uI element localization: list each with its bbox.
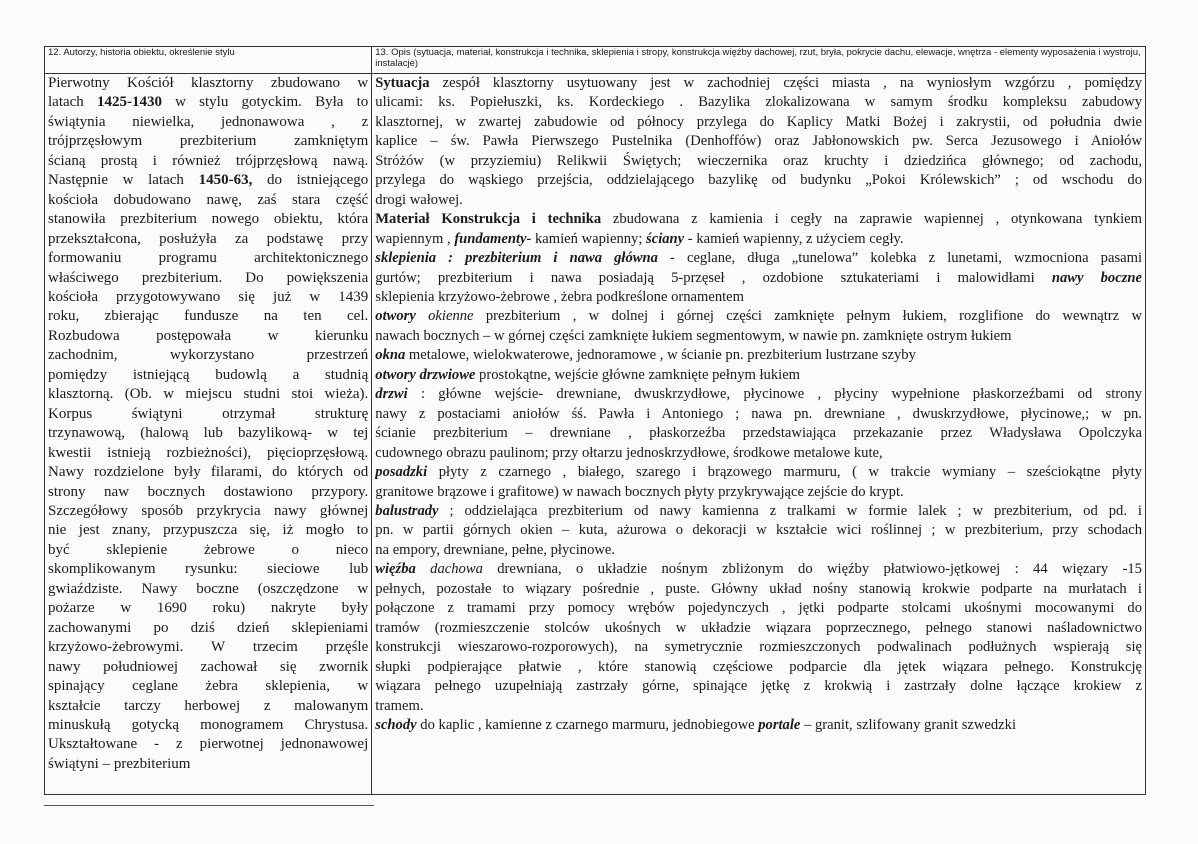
description-line: cudownego obrazu paulinom; przy ołtarzu jednoskrzydłowe, środkowe metalowe kute,: [375, 444, 883, 461]
description-line: sklepienia krzyżowo-żebrowe , żebra podkreślone ornamentem: [375, 288, 745, 305]
history-cell: [45, 74, 372, 795]
history-line: Korpus świątyni otrzymał strukturę: [48, 405, 369, 422]
description-line: połączone z tramami przy pomocy wrębów pojedynczych , jętki podparte stolcami ukośnymi mocowanymi do: [375, 600, 1142, 617]
history-line: Pierwotny Kościół klasztorny zbudowano w: [48, 75, 369, 91]
description-line: sklepienia : prezbiterium i nawa główna - ceglane, długa „tunelowa” kolebka z lunetami, wzmocniona pasami: [375, 250, 1142, 267]
header-row: [45, 47, 1146, 74]
history-line: kościoła dobudowano nawę, zaś stara część: [48, 191, 369, 208]
history-line: skomplikowanym rysunku: sieciowe lub: [48, 561, 369, 578]
description-cell: [372, 74, 1146, 795]
history-line: zachodnim, wykorzystano przestrzeń: [48, 347, 369, 364]
description-line: pn. w partii górnych okien – kuta, ażurowa o dekoracji w kształcie wici roślinnej ; w prezbiterium, przy schodach: [375, 522, 1142, 539]
description-line: pełnych, pozostałe to wiązary pośrednie , puste. Główny układ nośny stanowią krokwie podparte na murłatach i: [375, 580, 1142, 597]
content-row: [45, 74, 1146, 795]
header-right-cell: 13. Opis (sytuacja, materiał, konstrukcja i technika, sklepienia i stropy, konstrukcja więźby dachowej, rzut, bryła, pokrycie dachu, elewacje, wnętrza - elementy wyposażenia i wystroju, instalacje): [372, 47, 1146, 74]
history-line: kształcie tarczy herbowej z malowanym: [48, 697, 369, 714]
description-line: okna metalowe, wielokwaterowe, jednoramowe , w ścianie pn. prezbiterium lustrzane szyby: [375, 347, 916, 364]
history-line: nawy południowej zachował się zwornik: [48, 658, 369, 675]
description-line: drzwi : główne wejście- drewniane, dwuskrzydłowe, płycinowe , płyciny wypełnione płaskorzeźbami od strony: [375, 386, 1142, 403]
history-text: [48, 74, 368, 774]
history-line: Ukształtowane - z pierwotnej jednonawowej: [48, 736, 369, 753]
description-line: kaplice – św. Pawła Pierwszego Pustelnika (Denhoffów) oraz Jabłonowskich pw. Serca Jezusowego i Aniołów: [375, 133, 1142, 150]
history-line: kościoła przygotowywano się już w 1439: [48, 288, 369, 305]
history-line: Nawy rozdzielone były filarami, do których od: [48, 464, 369, 481]
history-line: nie jest znany, przypuszcza się, iż mogło to: [48, 522, 369, 539]
description-line: konstrukcji wieszarowo-rozporowych), na symetrycznie rozmieszczonych podwalinach podłużnych wspierają się: [375, 639, 1142, 656]
history-line: klasztorną. (Ob. w miejscu studni stoi wieża).: [48, 386, 369, 403]
description-line: Stróżów (w przyziemiu) Relikwii Świętych; wieczernika oraz kruchty i dziedzińca głównego; od zachodu,: [375, 152, 1142, 169]
history-line: Następnie w latach 1450-63, do istniejącego: [48, 172, 369, 189]
description-line: Materiał Konstrukcja i technika zbudowana z kamienia i cegły na zaprawie wapiennej , otynkowana tynkiem: [375, 211, 1142, 228]
history-line: kwestii istnieją rozbieżności), pięcioprzęsłową.: [48, 444, 369, 461]
history-line: gwiaździste. Nawy boczne (oszczędzone w: [48, 580, 369, 597]
history-line: strony naw bocznych dostawiono przypory.: [48, 483, 369, 500]
history-line: stanowiła prezbiterium nowego obiektu, która: [48, 211, 369, 228]
description-line: otwory drzwiowe prostokątne, wejście główne zamknięte pełnym łukiem: [375, 366, 801, 383]
description-line: balustrady ; oddzielająca prezbiterium od nawy kamienna z tralkami w formie lalek ; w prezbiterium, od pd. i: [375, 502, 1142, 519]
history-line: świątyni – prezbiterium: [48, 755, 191, 772]
history-line: formowaniu programu architektonicznego: [48, 250, 369, 267]
history-line: zachowanymi po dziś dzień sklepieniami: [48, 619, 369, 636]
description-line: klasztornej, w zwartej zabudowie od północy przylega do Kaplicy Matki Bożej i zakrystii, od południa dwie: [375, 113, 1142, 130]
bottom-rule: [44, 805, 374, 806]
history-line: pożarze w 1690 roku) nakryte były: [48, 600, 369, 617]
description-line: słupki podpierające płatwie , które stanowią częściowe podparcie dla jętek wiązara pełnego. Konstrukcję: [375, 658, 1142, 675]
history-line: spinający ceglane żebra sklepienia, w: [48, 678, 369, 695]
history-line: trójprzęsłowym prezbiterium zamkniętym: [48, 133, 369, 150]
history-line: przekształcona, posłużyła za podstawę przy: [48, 230, 369, 247]
history-line: latach 1425-1430 w stylu gotyckim. Była to: [48, 94, 369, 111]
description-line: ulicami: ks. Popiełuszki, ks. Kordeckiego . Bazylika zlokalizowana w samym środku kompleksu zabudowy: [375, 94, 1142, 111]
record-card-table: [44, 46, 1146, 795]
history-line: trzynawową, (halową lub bazylikową- w tej: [48, 425, 369, 442]
description-line: tramów (rozmieszczenie stolców ukośnych w układzie wiązara poprzecznego, pełnego stanowi naśladownictwo: [375, 619, 1142, 636]
description-line: wiązara pełnego uzupełniają zastrzały górne, spinające jętkę z krokwią i zastrzały dolne łączące krokiew z: [375, 678, 1142, 695]
description-line: wapiennym , fundamenty- kamień wapienny; ściany - kamień wapienny, z użyciem cegły.: [375, 230, 904, 247]
description-line: Sytuacja zespół klasztorny usytuowany jest w zachodniej części miasta , na wyniosłym wzgórzu , pomiędzy: [375, 75, 1142, 91]
history-line: Szczegółowy sposób przykrycia nawy głównej: [48, 502, 369, 519]
description-line: nawy z postaciami aniołów śś. Pawła i Antoniego ; nawa pn. drewniane , dwuskrzydłowe, płycinowe,; w pn.: [375, 405, 1142, 422]
history-line: być sklepienie żebrowe o nieco: [48, 541, 369, 558]
description-line: granitowe brązowe i grafitowe) w nawach bocznych płyty przykrywające zejście do krypt.: [375, 483, 904, 500]
description-line: gurtów; prezbiterium i nawa posiadają 5-przęseł , ozdobione sztukateriami i malowidłami nawy boczne: [375, 269, 1142, 286]
history-line: właściwego prezbiterium. Do powiększenia: [48, 269, 369, 286]
description-line: przylega do wąskiego przejścia, oddzielającego bazylikę od budynku „Pokoi Królewskich” ; od wschodu do: [375, 172, 1142, 189]
history-line: świątynia niewielka, jednonawowa , z: [48, 113, 369, 130]
description-line: nawach bocznych – w górnej części zamknięte łukiem segmentowym, w nawie pn. zamknięte ostrym łukiem: [375, 327, 1012, 344]
description-line: na empory, drewniane, pełne, płycinowe.: [375, 541, 616, 558]
description-line: więźba dachowa drewniana, o układzie nośnym zbliżonym do więźby płatwiowo-jętkowej : 44 więzary -15: [375, 561, 1142, 578]
history-line: roku, zbierając fundusze na ten cel.: [48, 308, 369, 325]
description-text: [375, 74, 1142, 735]
description-line: schody do kaplic , kamienne z czarnego marmuru, jednobiegowe portale – granit, szlifowany granit szwedzki: [375, 716, 1017, 733]
history-line: minuskułą gotycką monogramem Chrystusa.: [48, 716, 369, 733]
history-line: Rozbudowa postępowała w kierunku: [48, 327, 369, 344]
history-line: pomiędzy istniejącą budowlą a studnią: [48, 366, 369, 383]
header-left-cell: 12. Autorzy, historia obiektu, określenie stylu: [45, 47, 372, 74]
description-line: tramem.: [375, 697, 424, 714]
description-line: drogi wałowej.: [375, 191, 463, 208]
history-line: krzyżowo-żebrowymi. W trzecim przęśle: [48, 639, 369, 656]
description-line: ścianie prezbiterium – drewniane , płaskorzeźba przedstawiająca przekazanie przez Władysława Opolczyka: [375, 425, 1142, 442]
description-line: otwory okienne prezbiterium , w dolnej i górnej części zamknięte pełnym łukiem, rozglifione do wewnątrz w: [375, 308, 1142, 325]
history-line: ścianą prostą i również trójprzęsłową nawą.: [48, 152, 369, 169]
description-line: posadzki płyty z czarnego , białego, szarego i brązowego marmuru, ( w trakcie wymiany – sześciokątne płyty: [375, 464, 1142, 481]
